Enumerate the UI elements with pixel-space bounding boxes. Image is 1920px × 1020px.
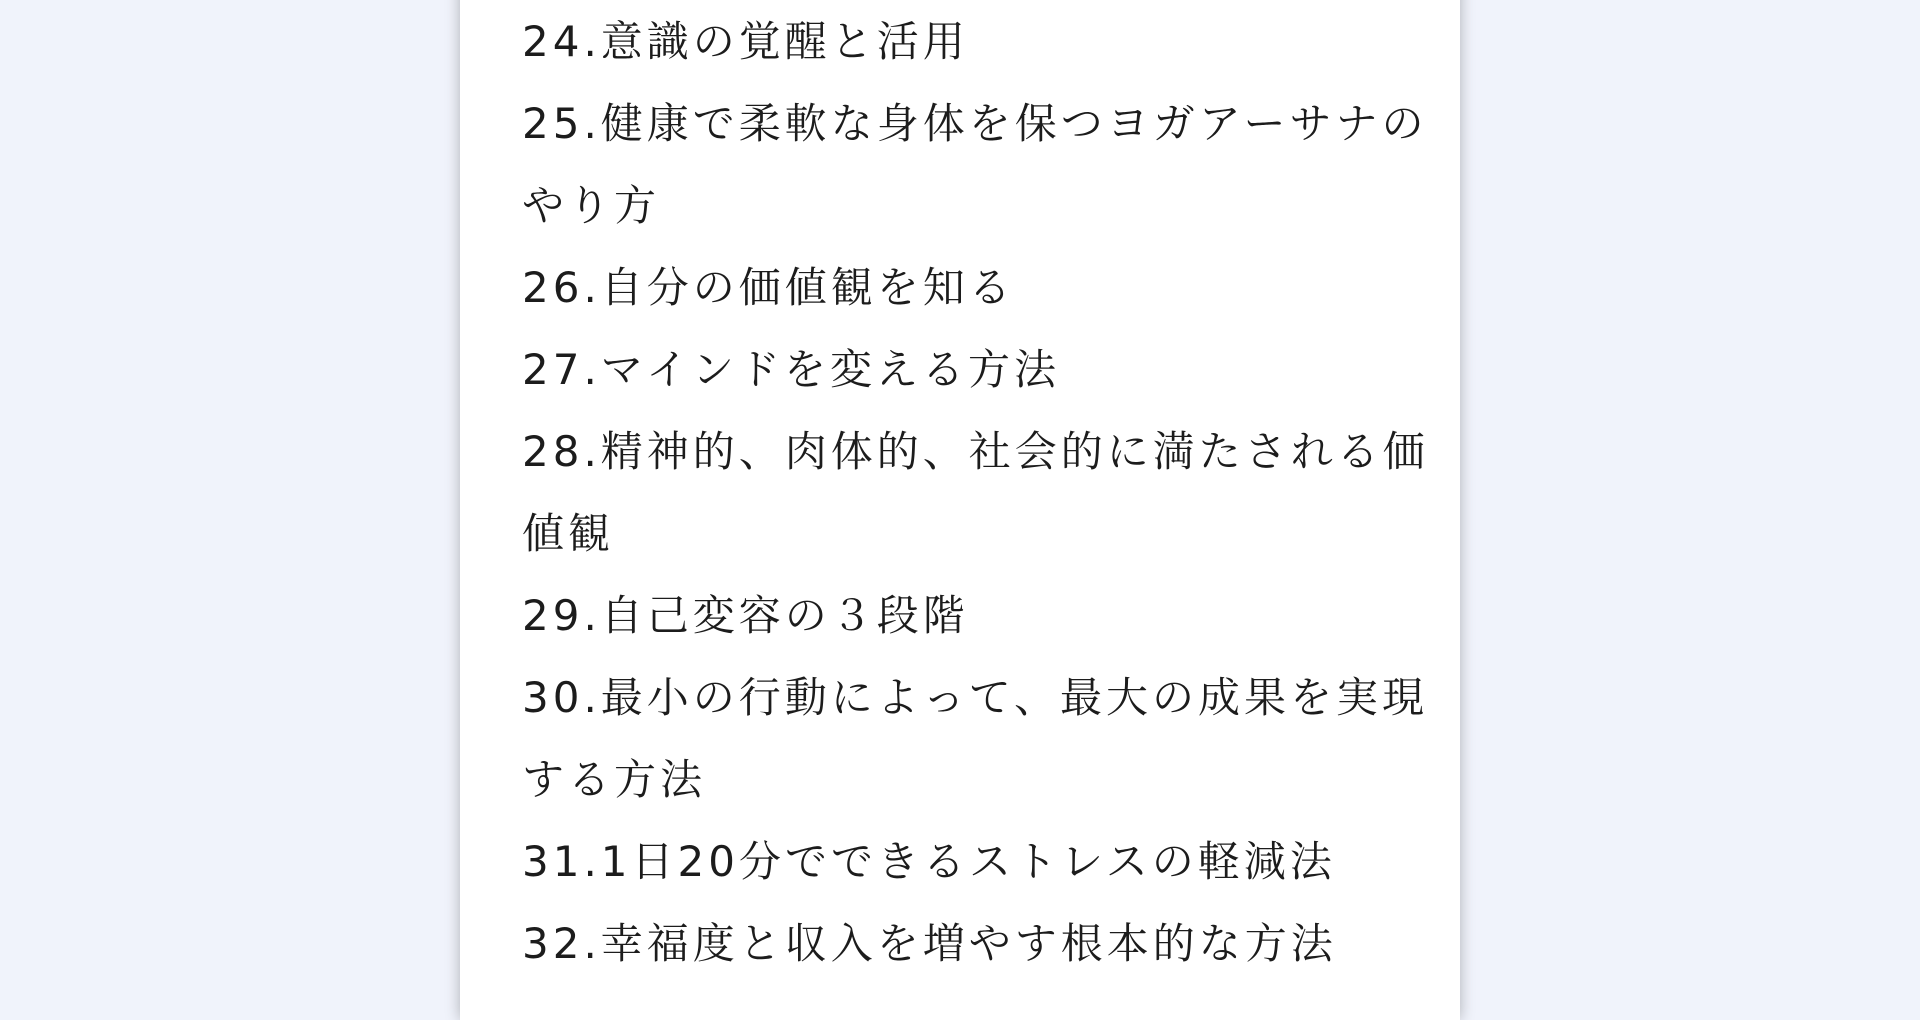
list-item: 24.意識の覚醒と活用: [522, 17, 969, 66]
document-page: [460, 0, 1460, 1020]
list-item: 27.マインドを変える方法: [522, 345, 1060, 394]
table-of-contents: [522, 0, 1442, 985]
list-item: 28.精神的、肉体的、社会的に満たされる価値観: [522, 427, 1429, 558]
list-item: 30.最小の行動によって、最大の成果を実現する方法: [522, 673, 1428, 804]
list-item: 31.1日20分でできるストレスの軽減法: [522, 837, 1336, 886]
list-item: 32.幸福度と収入を増やす根本的な方法: [522, 919, 1337, 968]
list-item: 29.自己変容の３段階: [522, 591, 969, 640]
list-item: 25.健康で柔軟な身体を保つヨガアーサナのやり方: [522, 99, 1428, 230]
list-item: 26.自分の価値観を知る: [522, 263, 1015, 312]
